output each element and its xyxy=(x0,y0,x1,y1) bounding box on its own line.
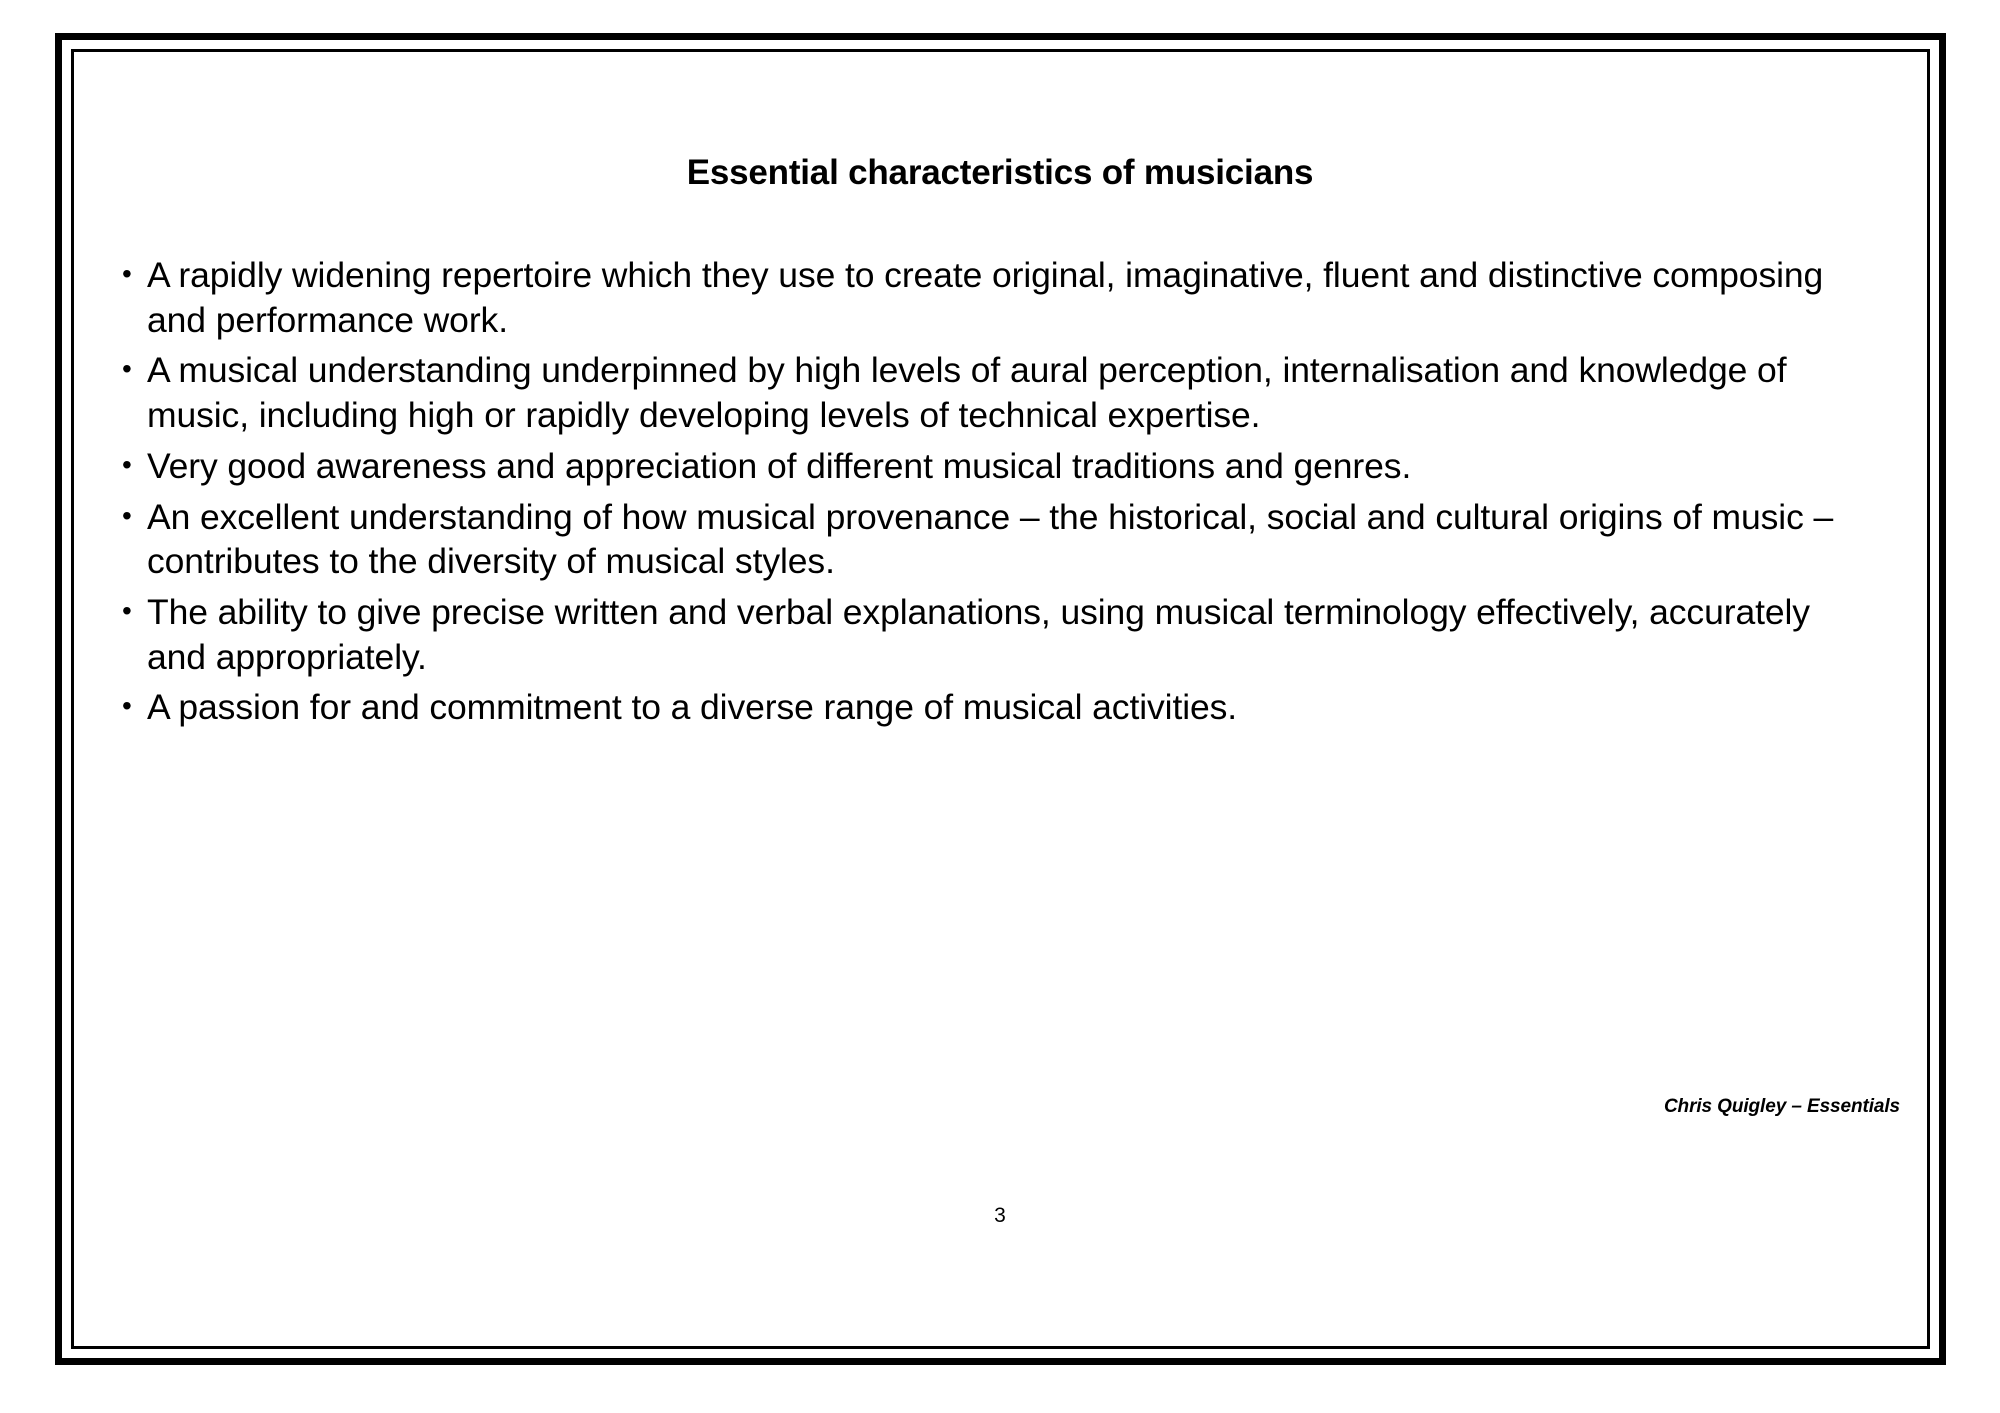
list-item-text: Very good awareness and appreciation of different musical traditions and genres. xyxy=(147,445,1412,486)
list-item xyxy=(90,253,1877,342)
bullet-icon: • xyxy=(122,595,132,627)
list-item-text: The ability to give precise written and verbal explanations, using musical terminology effectively, accurately and appropriately. xyxy=(147,592,1810,677)
attribution-text: Chris Quigley – Essentials xyxy=(1663,1096,1900,1117)
page-number: 3 xyxy=(994,1204,1006,1227)
list-item xyxy=(90,495,1877,584)
characteristics-list xyxy=(90,253,1910,730)
list-item-text: A passion for and commitment to a diverse range of musical activities. xyxy=(147,687,1238,728)
list-item xyxy=(90,444,1877,489)
list-item-text: An excellent understanding of how musical provenance – the historical, social and cultural origins of music – contributes to the diversity of musical styles. xyxy=(147,496,1834,582)
bullet-icon: • xyxy=(122,448,132,480)
list-item xyxy=(90,590,1877,679)
list-item xyxy=(90,685,1877,730)
bullet-icon: • xyxy=(122,690,132,722)
bullet-icon: • xyxy=(122,499,132,531)
list-item xyxy=(90,348,1877,437)
page-title: Essential characteristics of musicians xyxy=(686,153,1314,192)
slide-content xyxy=(90,70,1910,1330)
list-item-text: A musical understanding underpinned by high levels of aural perception, internalisation and knowledge of music, including high or rapidly developing levels of technical expertise. xyxy=(147,350,1787,436)
bullet-icon: • xyxy=(122,258,132,289)
list-item-text: A rapidly widening repertoire which they use to create original, imaginative, fluent and distinctive composing and performance work. xyxy=(147,255,1824,340)
bullet-icon: • xyxy=(122,353,132,385)
